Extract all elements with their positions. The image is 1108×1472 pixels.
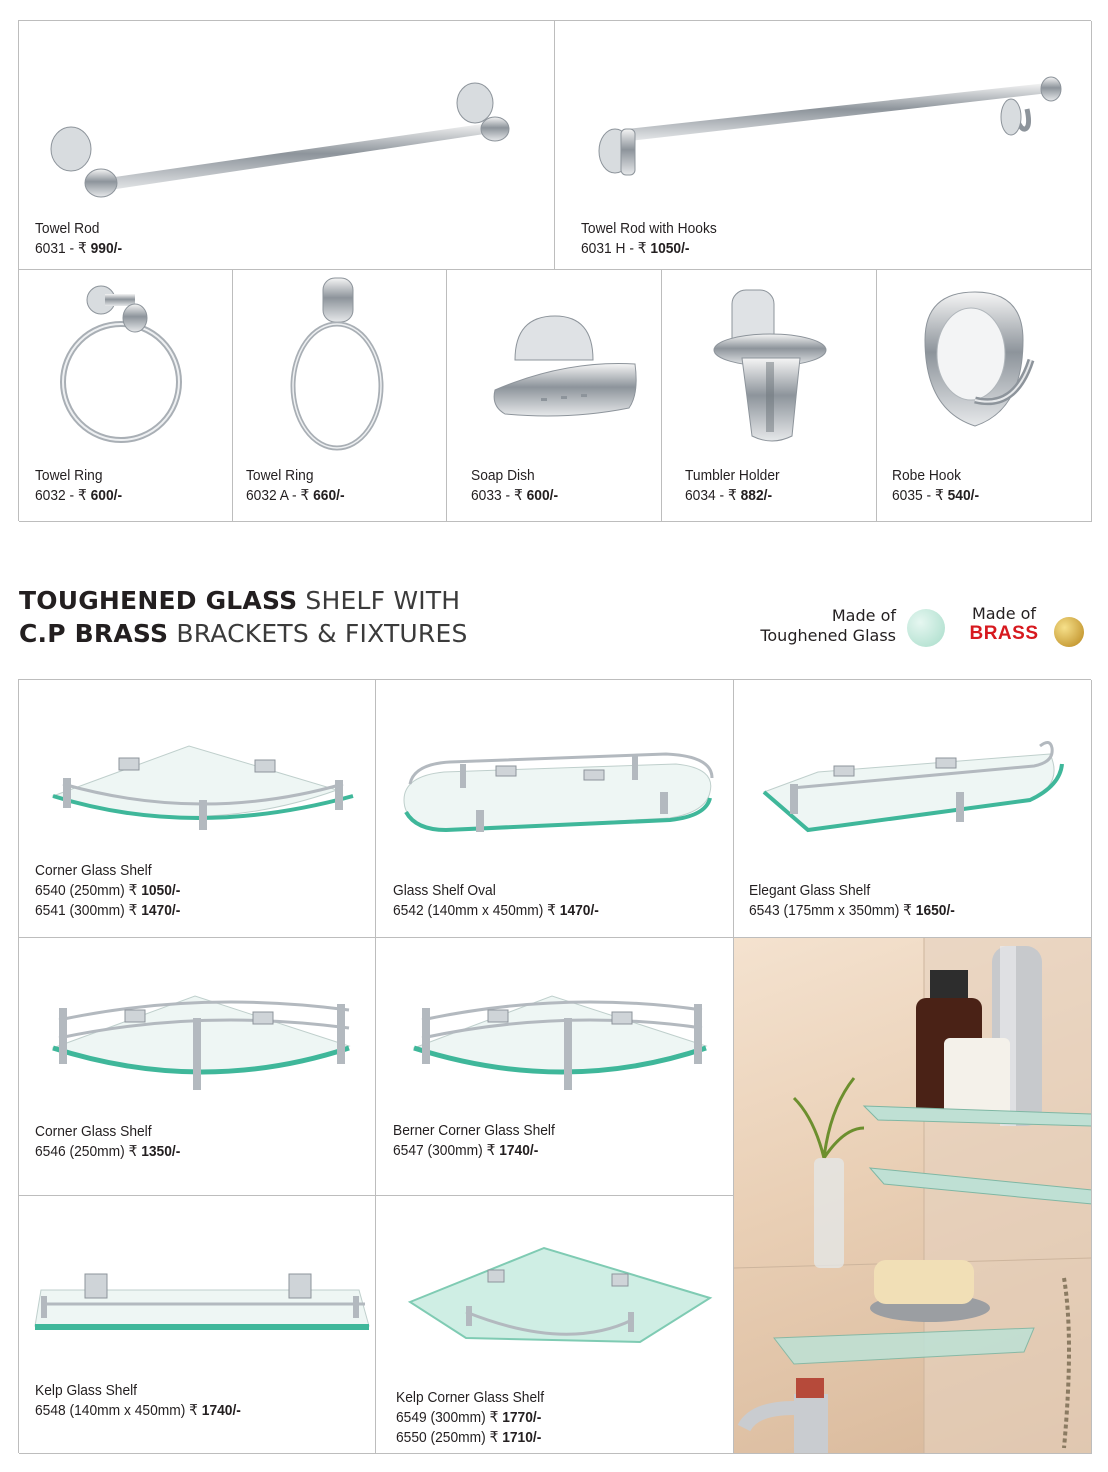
product-robe-hook[interactable] bbox=[877, 270, 1092, 522]
product-name: Towel Rod bbox=[35, 220, 100, 237]
corner-rail-shelf-icon bbox=[19, 938, 376, 1108]
product-price-line: 6032 - ₹ 600/- bbox=[35, 487, 123, 504]
product-name: Elegant Glass Shelf bbox=[749, 882, 871, 899]
product-price-line: 6548 (140mm x 450mm) ₹ 1740/- bbox=[35, 1402, 241, 1419]
product-name: Towel Ring bbox=[246, 467, 314, 484]
product-oval-glass-shelf[interactable] bbox=[376, 680, 734, 938]
product-name: Kelp Glass Shelf bbox=[35, 1382, 138, 1399]
product-towel-rod[interactable] bbox=[19, 21, 555, 270]
elegant-glass-shelf-icon bbox=[734, 680, 1092, 850]
product-price-line: 6540 (250mm) ₹ 1050/- bbox=[35, 882, 181, 899]
glass-swatch-icon bbox=[907, 609, 945, 647]
towel-rod-hooks-icon bbox=[555, 21, 1092, 211]
corner-glass-shelf-icon bbox=[19, 680, 376, 850]
product-elegant-glass-shelf[interactable] bbox=[734, 680, 1092, 938]
product-price-line: 6549 (300mm) ₹ 1770/- bbox=[396, 1409, 542, 1426]
product-price-line: 6031 - ₹ 990/- bbox=[35, 240, 123, 257]
product-price-line: 6546 (250mm) ₹ 1350/- bbox=[35, 1143, 181, 1160]
towel-ring-a-icon bbox=[233, 270, 447, 460]
kelp-glass-shelf-icon bbox=[19, 1196, 376, 1366]
towel-rod-icon bbox=[19, 21, 555, 211]
product-soap-dish[interactable] bbox=[447, 270, 662, 522]
product-name: Corner Glass Shelf bbox=[35, 862, 152, 879]
product-price-line: 6031 H - ₹ 1050/- bbox=[581, 240, 690, 257]
kelp-corner-shelf-icon bbox=[376, 1196, 734, 1366]
towel-ring-icon bbox=[19, 270, 233, 460]
brass-swatch-icon bbox=[1054, 617, 1084, 647]
product-price-line: 6033 - ₹ 600/- bbox=[471, 487, 559, 504]
section-heading: TOUGHENED GLASS SHELF WITH C.P BRASS BRACKETS & FIXTURES bbox=[19, 586, 468, 648]
product-price-line: 6542 (140mm x 450mm) ₹ 1470/- bbox=[393, 902, 599, 919]
product-name: Kelp Corner Glass Shelf bbox=[396, 1389, 545, 1406]
product-name: Robe Hook bbox=[892, 467, 962, 484]
product-towel-rod-hooks[interactable] bbox=[555, 21, 1092, 270]
product-price-line: 6035 - ₹ 540/- bbox=[892, 487, 980, 504]
product-name: Towel Ring bbox=[35, 467, 103, 484]
brass-badge: Made of BRASS bbox=[969, 604, 1039, 644]
product-kelp-glass-shelf[interactable] bbox=[19, 1196, 376, 1454]
product-price-line: 6032 A - ₹ 660/- bbox=[246, 487, 345, 504]
product-berner-corner-shelf[interactable] bbox=[376, 938, 734, 1196]
shelves-grid bbox=[18, 679, 1091, 1453]
product-towel-ring-a[interactable] bbox=[233, 270, 447, 522]
soap-dish-icon bbox=[447, 270, 662, 460]
product-price-line: 6543 (175mm x 350mm) ₹ 1650/- bbox=[749, 902, 955, 919]
product-towel-ring[interactable] bbox=[19, 270, 233, 522]
product-name: Corner Glass Shelf bbox=[35, 1123, 152, 1140]
product-corner-rail-shelf[interactable] bbox=[19, 938, 376, 1196]
accessories-grid bbox=[18, 20, 1091, 521]
product-tumbler-holder[interactable] bbox=[662, 270, 877, 522]
product-price-line: 6550 (250mm) ₹ 1710/- bbox=[396, 1429, 542, 1446]
product-price-line: 6034 - ₹ 882/- bbox=[685, 487, 773, 504]
product-kelp-corner-shelf[interactable] bbox=[376, 1196, 734, 1454]
berner-corner-shelf-icon bbox=[376, 938, 734, 1108]
product-name: Soap Dish bbox=[471, 467, 535, 484]
robe-hook-icon bbox=[877, 270, 1092, 460]
product-name: Tumbler Holder bbox=[685, 467, 780, 484]
product-price-line: 6541 (300mm) ₹ 1470/- bbox=[35, 902, 181, 919]
product-name: Glass Shelf Oval bbox=[393, 882, 496, 899]
product-price-line: 6547 (300mm) ₹ 1740/- bbox=[393, 1142, 539, 1159]
glass-badge: Made of Toughened Glass bbox=[760, 606, 896, 645]
product-corner-glass-shelf[interactable] bbox=[19, 680, 376, 938]
bathroom-scene-image bbox=[734, 938, 1092, 1454]
product-name: Towel Rod with Hooks bbox=[581, 220, 717, 237]
bathroom-photo bbox=[734, 938, 1092, 1454]
tumbler-holder-icon bbox=[662, 270, 877, 460]
product-name: Berner Corner Glass Shelf bbox=[393, 1122, 555, 1139]
oval-glass-shelf-icon bbox=[376, 680, 734, 850]
